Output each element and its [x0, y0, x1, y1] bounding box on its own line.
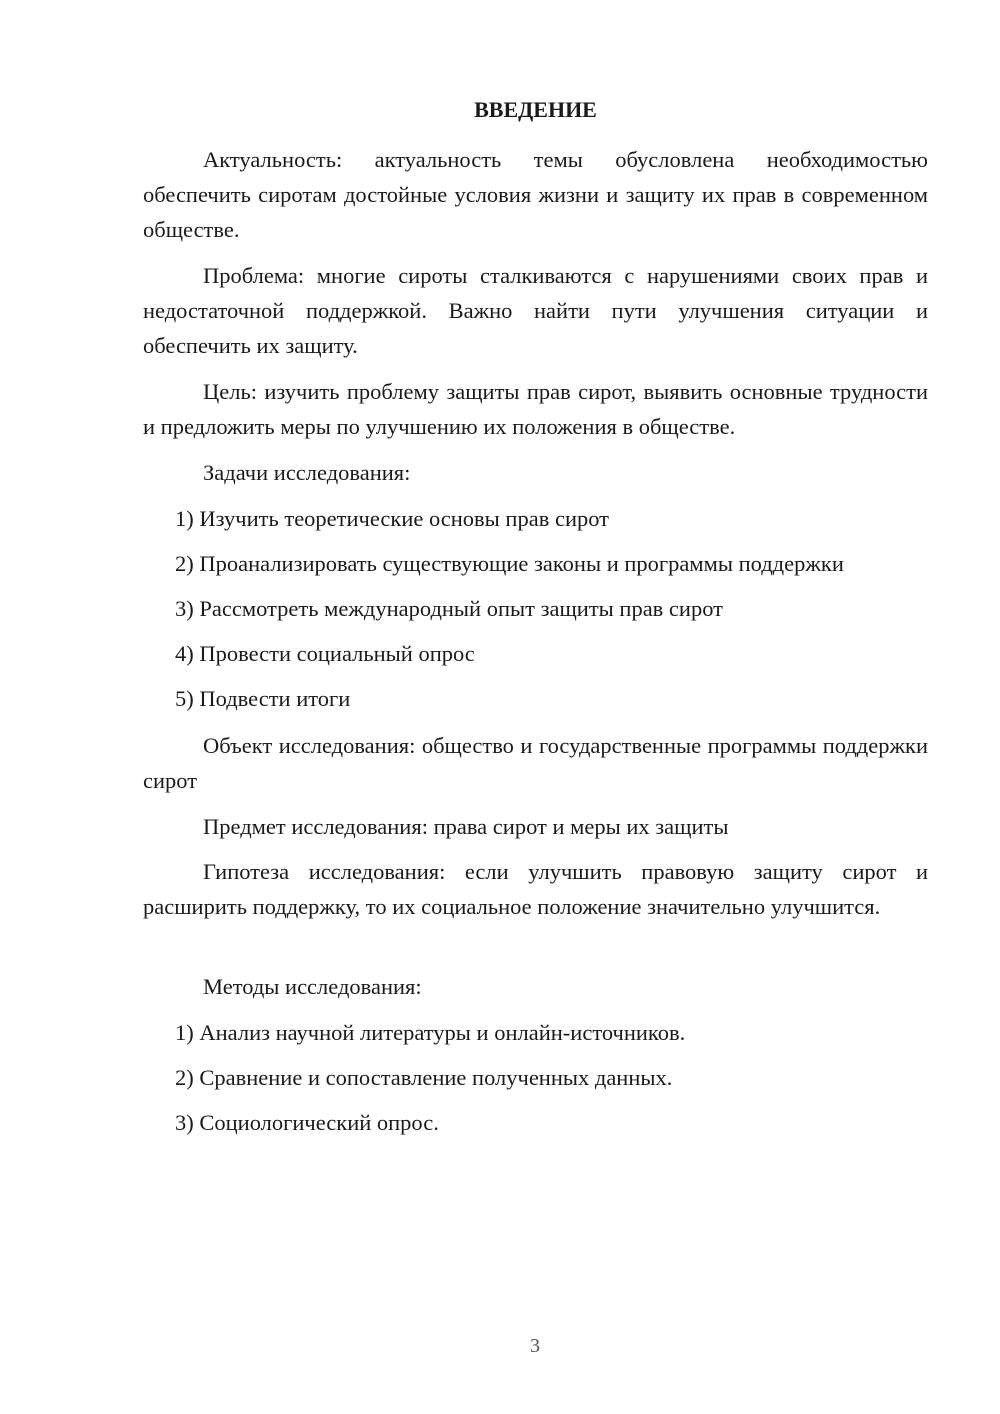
page-title: ВВЕДЕНИЕ [474, 97, 597, 122]
task-item: 3) Рассмотреть международный опыт защиты прав сирот [175, 596, 723, 621]
problem-paragraph: Проблема: многие сироты сталкиваются с нарушениями своих прав и недостаточной поддержкой. Важно найти пути улучшения ситуации и обеспечить их защиту. [143, 263, 928, 358]
goal-paragraph: Цель: изучить проблему защиты прав сирот, выявить основные трудности и предложить меры по улучшению их положения в обществе. [143, 379, 928, 439]
task-item: 2) Проанализировать существующие законы и программы поддержки [175, 551, 844, 576]
method-item: 3) Социологический опрос. [175, 1110, 439, 1135]
methods-heading: Методы исследования: [203, 974, 422, 999]
hypothesis-paragraph: Гипотеза исследования: если улучшить правовую защиту сирот и расширить поддержку, то их социальное положение значительно улучшится. [143, 859, 928, 919]
subject-paragraph: Предмет исследования: права сирот и меры их защиты [203, 814, 729, 839]
method-item: 2) Сравнение и сопоставление полученных данных. [175, 1065, 673, 1090]
page-number: 3 [530, 1335, 540, 1357]
task-item: 1) Изучить теоретические основы прав сирот [175, 506, 610, 531]
object-paragraph: Объект исследования: общество и государственные программы поддержки сирот [143, 733, 928, 793]
task-item: 4) Провести социальный опрос [175, 641, 475, 666]
relevance-paragraph: Актуальность: актуальность темы обусловлена необходимостью обеспечить сиротам достойные условия жизни и защиту их прав в современном обществе. [143, 147, 928, 242]
task-item: 5) Подвести итоги [175, 686, 351, 711]
method-item: 1) Анализ научной литературы и онлайн-источников. [175, 1020, 686, 1045]
tasks-heading: Задачи исследования: [203, 460, 411, 485]
